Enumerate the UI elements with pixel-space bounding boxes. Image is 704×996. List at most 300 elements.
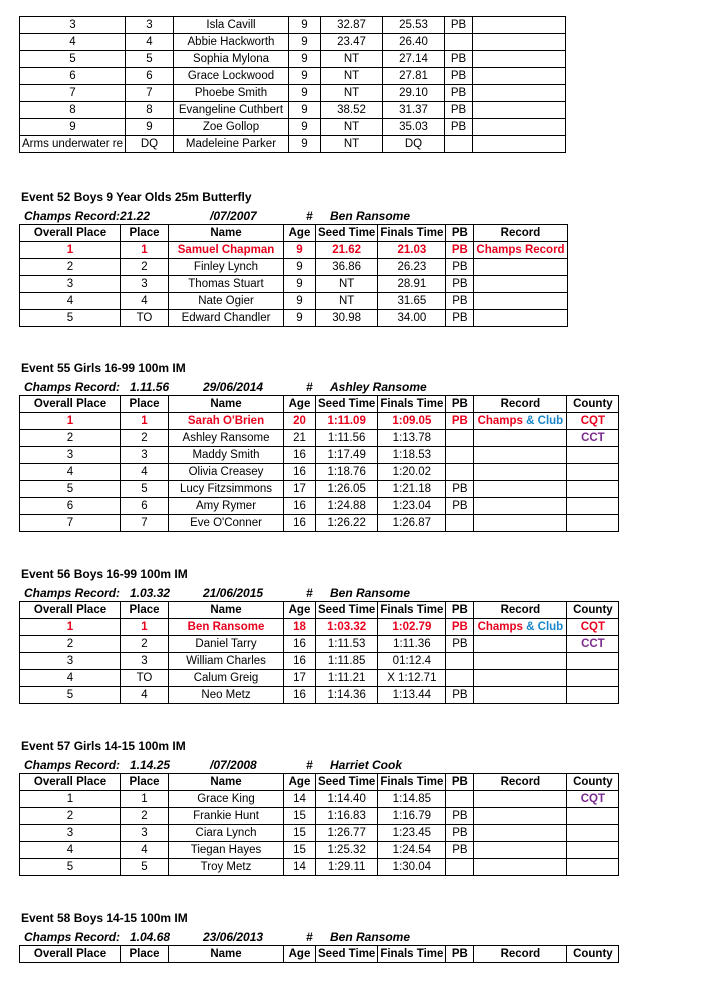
swimmer-name: Olivia Creasey [169,464,284,481]
header-record: Record [474,225,567,242]
seed-time: 1:11.53 [316,636,378,653]
place: 4 [121,464,169,481]
record [474,293,567,310]
record-champs: Champs [477,621,523,633]
record [474,464,567,481]
age: 9 [288,102,320,119]
age: 14 [284,859,316,876]
swimmer-name: Edward Chandler [169,310,284,327]
table-header-row [20,946,619,963]
table-row [20,276,568,293]
county [567,447,619,464]
county [567,825,619,842]
finals-time: 1:23.45 [378,825,446,842]
record-label: Champs Record: [24,758,121,772]
table-row [20,808,619,825]
swimmer-name: William Charles [169,653,284,670]
header-age: Age [284,774,316,791]
age: 17 [284,670,316,687]
seed-time: 32.87 [320,17,382,34]
county [567,687,619,704]
record [474,842,567,859]
seed-time: NT [320,136,382,153]
finals-time: 31.65 [378,293,446,310]
swimmer-name: Frankie Hunt [169,808,284,825]
overall-place: 4 [20,670,121,687]
table-header-row [20,396,619,413]
header-overall-place: Overall Place [20,396,121,413]
overall-place: 1 [20,619,121,636]
age: 17 [284,481,316,498]
finals-time: 1:02.79 [378,619,446,636]
pb: PB [446,481,474,498]
record-hash: # [306,930,313,944]
age: 9 [284,242,316,259]
pb: PB [444,102,472,119]
table-header-row [20,774,619,791]
pb: PB [446,310,474,327]
pb [444,34,472,51]
record-holder: Harriet Cook [330,758,403,772]
table-row [20,17,566,34]
results-table-event-52 [19,224,568,327]
seed-time: 1:16.83 [316,808,378,825]
pb [446,859,474,876]
record [474,481,567,498]
record [474,859,567,876]
place: 7 [121,515,169,532]
seed-time: 1:26.05 [316,481,378,498]
age: 15 [284,808,316,825]
header-place: Place [121,225,169,242]
age: 15 [284,825,316,842]
table-row [20,653,619,670]
finals-time: 25.53 [382,17,444,34]
header-record: Record [474,396,567,413]
record-label: Champs Record: [24,209,121,223]
record-date: 29/06/2014 [203,380,264,394]
age: 16 [284,498,316,515]
pb: PB [446,808,474,825]
seed-time: NT [320,68,382,85]
pb [446,515,474,532]
swimmer-name: Grace King [169,791,284,808]
record-hash: # [306,758,313,772]
results-table-event-56 [19,601,619,704]
swimmer-name: Madeleine Parker [173,136,288,153]
age: 9 [288,17,320,34]
header-seed-time: Seed Time [316,774,378,791]
record-ampersand: & [526,621,535,633]
pb: PB [446,413,474,430]
swimmer-name: Troy Metz [169,859,284,876]
overall-place: 2 [20,430,121,447]
swimmer-name: Samuel Chapman [169,242,284,259]
table-row [20,498,619,515]
finals-time: 27.14 [382,51,444,68]
header-overall-place: Overall Place [20,946,121,963]
age: 21 [284,430,316,447]
county [567,515,619,532]
seed-time: 30.98 [316,310,378,327]
swimmer-name: Maddy Smith [169,447,284,464]
age: 9 [284,259,316,276]
place: TO [121,670,169,687]
county: CCT [567,636,619,653]
place: 6 [125,68,173,85]
record: Champs Record [474,242,567,259]
overall-place: 3 [20,447,121,464]
overall-place: 3 [20,825,121,842]
table-header-row [20,602,619,619]
table-row [20,515,619,532]
record [474,687,567,704]
age: 9 [288,85,320,102]
record-date: /07/2007 [210,209,257,223]
swimmer-name: Calum Greig [169,670,284,687]
header-overall-place: Overall Place [20,225,121,242]
finals-time: 28.91 [378,276,446,293]
swimmer-name: Eve O'Conner [169,515,284,532]
finals-time: 21.03 [378,242,446,259]
table-row [20,51,566,68]
record [472,85,565,102]
age: 15 [284,842,316,859]
results-table-event-57 [19,773,619,876]
record-time: 1.03.32 [130,586,171,600]
finals-time: 31.37 [382,102,444,119]
swimmer-name: Ben Ransome [169,619,284,636]
header-place: Place [121,946,169,963]
record-holder: Ben Ransome [330,930,411,944]
record [474,636,567,653]
header-finals-time: Finals Time [378,774,446,791]
header-finals-time: Finals Time [378,396,446,413]
age: 16 [284,636,316,653]
record-time: 1.04.68 [130,930,171,944]
table-row [20,791,619,808]
header-seed-time: Seed Time [316,396,378,413]
table-row [20,636,619,653]
overall-place: 1 [20,413,121,430]
swimmer-name: Zoe Gollop [173,119,288,136]
header-seed-time: Seed Time [316,225,378,242]
record-time: 1.14.25 [130,758,171,772]
finals-time: 1:21.18 [378,481,446,498]
seed-time: 1:14.36 [316,687,378,704]
record-hash: # [306,209,313,223]
place: 6 [121,498,169,515]
header-age: Age [284,225,316,242]
pb [446,670,474,687]
place: 3 [121,276,169,293]
header-seed-time: Seed Time [316,602,378,619]
age: 9 [288,34,320,51]
pb: PB [446,636,474,653]
header-finals-time: Finals Time [378,602,446,619]
finals-time: X 1:12.71 [378,670,446,687]
overall-place: 6 [20,498,121,515]
swimmer-name: Nate Ogier [169,293,284,310]
swimmer-name: Lucy Fitzsimmons [169,481,284,498]
pb: PB [446,842,474,859]
finals-time: 1:30.04 [378,859,446,876]
finals-time: 1:26.87 [378,515,446,532]
seed-time: 1:24.88 [316,498,378,515]
overall-place: 3 [20,17,126,34]
place: 5 [121,859,169,876]
place: 2 [121,636,169,653]
pb: PB [444,119,472,136]
overall-place: 2 [20,259,121,276]
swimmer-name: Grace Lockwood [173,68,288,85]
header-overall-place: Overall Place [20,602,121,619]
pb [444,136,472,153]
finals-time: 1:23.04 [378,498,446,515]
place: 4 [121,293,169,310]
table-row-winner [20,619,619,636]
place: 4 [125,34,173,51]
overall-place: 5 [20,687,121,704]
place: DQ [125,136,173,153]
county [567,670,619,687]
place: 4 [121,842,169,859]
swimmer-name: Finley Lynch [169,259,284,276]
table-row [20,68,566,85]
seed-time: 1:26.22 [316,515,378,532]
swimmer-name: Sarah O'Brien [169,413,284,430]
age: 9 [288,119,320,136]
record-club: Club [537,621,564,633]
finals-time: 27.81 [382,68,444,85]
record [474,413,567,430]
place: 3 [121,825,169,842]
header-county: County [567,396,619,413]
header-pb: PB [446,946,474,963]
record-holder: Ben Ransome [330,586,411,600]
place: 3 [121,447,169,464]
header-place: Place [121,602,169,619]
county [567,859,619,876]
seed-time: NT [316,293,378,310]
record [472,68,565,85]
finals-time: 1:16.79 [378,808,446,825]
header-county: County [567,602,619,619]
swimmer-name: Thomas Stuart [169,276,284,293]
overall-place: 2 [20,636,121,653]
header-county: County [567,774,619,791]
record-date: /07/2008 [210,758,257,772]
table-row [20,136,566,153]
header-age: Age [284,946,316,963]
header-name: Name [169,946,284,963]
overall-place: 4 [20,464,121,481]
header-seed-time: Seed Time [316,946,378,963]
record [472,34,565,51]
seed-time: NT [320,85,382,102]
finals-time: 34.00 [378,310,446,327]
place: 1 [121,413,169,430]
table-row [20,464,619,481]
results-table-top [19,16,566,153]
seed-time: 1:14.40 [316,791,378,808]
table-row [20,119,566,136]
event-title: Event 58 Boys 14-15 100m IM [21,911,188,925]
pb: PB [446,242,474,259]
age: 16 [284,447,316,464]
age: 9 [284,276,316,293]
record [474,498,567,515]
record [474,276,567,293]
record-holder: Ben Ransome [330,209,411,223]
record-champs: Champs [477,415,523,427]
event-title: Event 52 Boys 9 Year Olds 25m Butterfly [21,190,252,204]
swimmer-name: Neo Metz [169,687,284,704]
place: 5 [125,51,173,68]
swimmer-name: Tiegan Hayes [169,842,284,859]
age: 16 [284,464,316,481]
overall-place: 5 [20,859,121,876]
overall-place: 3 [20,276,121,293]
header-overall-place: Overall Place [20,774,121,791]
header-name: Name [169,225,284,242]
table-row [20,481,619,498]
pb: PB [446,825,474,842]
finals-time: 1:18.53 [378,447,446,464]
table-row [20,102,566,119]
header-pb: PB [446,774,474,791]
county [567,653,619,670]
header-name: Name [169,396,284,413]
finals-time: 1:24.54 [378,842,446,859]
seed-time: 38.52 [320,102,382,119]
place: 4 [121,687,169,704]
record-label: Champs Record: [24,380,121,394]
overall-place: 1 [20,242,121,259]
seed-time: 1:18.76 [316,464,378,481]
record [474,447,567,464]
pb: PB [446,687,474,704]
record-date: 23/06/2013 [203,930,264,944]
overall-place: 4 [20,34,126,51]
seed-time: 1:11.56 [316,430,378,447]
overall-place: 7 [20,85,126,102]
age: 9 [284,293,316,310]
overall-place: 1 [20,791,121,808]
county [567,498,619,515]
results-table-event-55 [19,395,619,532]
swimmer-name: Phoebe Smith [173,85,288,102]
swimmer-name: Sophia Mylona [173,51,288,68]
age: 9 [288,136,320,153]
overall-place: 3 [20,653,121,670]
record [474,430,567,447]
age: 9 [288,68,320,85]
record [472,51,565,68]
table-row [20,825,619,842]
header-name: Name [169,602,284,619]
county: CQT [567,619,619,636]
pb: PB [444,85,472,102]
header-pb: PB [446,396,474,413]
results-table-event-58 [19,945,619,963]
overall-place: 5 [20,481,121,498]
age: 18 [284,619,316,636]
place: TO [121,310,169,327]
place: 2 [121,430,169,447]
record [474,653,567,670]
seed-time: NT [316,276,378,293]
age: 9 [284,310,316,327]
event-title: Event 56 Boys 16-99 100m IM [21,567,188,581]
table-row [20,670,619,687]
finals-time: 01:12.4 [378,653,446,670]
header-place: Place [121,774,169,791]
overall-place: 7 [20,515,121,532]
place: 3 [121,653,169,670]
pb: PB [446,259,474,276]
header-pb: PB [446,225,474,242]
record-label: Champs Record: [24,930,121,944]
finals-time: 1:13.44 [378,687,446,704]
county: CQT [567,791,619,808]
county: CCT [567,430,619,447]
table-row [20,447,619,464]
seed-time: 23.47 [320,34,382,51]
pb: PB [446,498,474,515]
place: 3 [125,17,173,34]
swimmer-name: Daniel Tarry [169,636,284,653]
swimmer-name: Evangeline Cuthbert [173,102,288,119]
finals-time: 26.40 [382,34,444,51]
record [472,119,565,136]
county: CQT [567,413,619,430]
seed-time: NT [320,51,382,68]
header-county: County [567,946,619,963]
record [474,310,567,327]
place: 1 [121,619,169,636]
seed-time: 21.62 [316,242,378,259]
seed-time: 1:03.32 [316,619,378,636]
seed-time: 1:17.49 [316,447,378,464]
header-age: Age [284,602,316,619]
finals-time: 35.03 [382,119,444,136]
table-row [20,34,566,51]
record-holder: Ashley Ransome [330,380,427,394]
county [567,808,619,825]
swimmer-name: Isla Cavill [173,17,288,34]
pb: PB [444,68,472,85]
header-age: Age [284,396,316,413]
pb: PB [446,293,474,310]
swimmer-name: Ciara Lynch [169,825,284,842]
place: 2 [121,259,169,276]
record [472,102,565,119]
seed-time: 1:11.09 [316,413,378,430]
overall-place: 2 [20,808,121,825]
table-row [20,310,568,327]
record [474,515,567,532]
header-finals-time: Finals Time [378,946,446,963]
record-label: Champs Record: [24,586,121,600]
seed-time: 1:29.11 [316,859,378,876]
pb [446,791,474,808]
age: 16 [284,653,316,670]
overall-place: 4 [20,293,121,310]
overall-place: 5 [20,310,121,327]
county [567,464,619,481]
table-row [20,85,566,102]
